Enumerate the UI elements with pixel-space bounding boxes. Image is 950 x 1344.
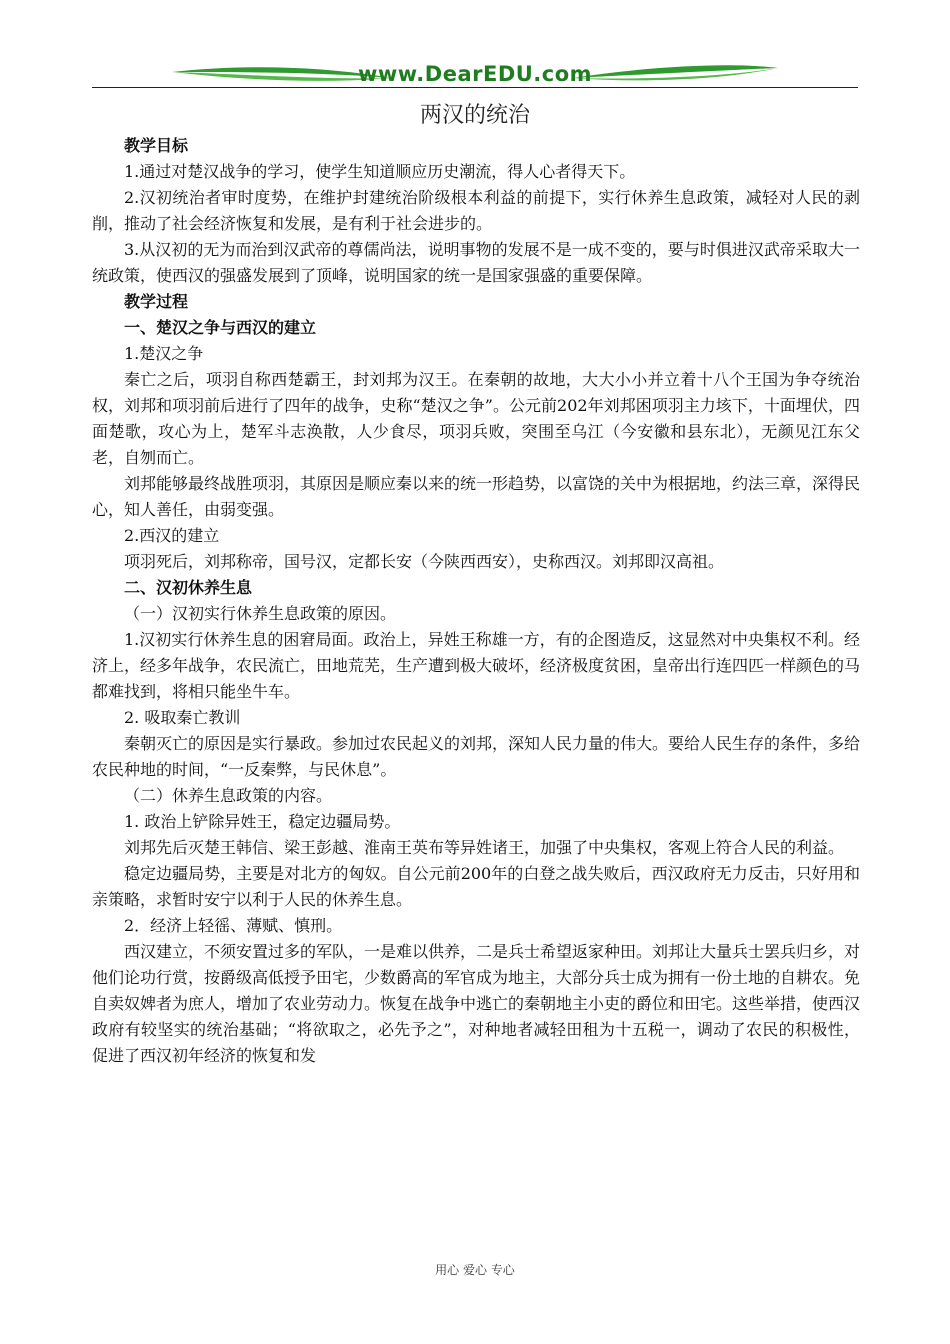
- document-body: [92, 133, 860, 1069]
- paragraph: 刘邦能够最终战胜项羽，其原因是顺应秦以来的统一形趋势，以富饶的关中为根据地，约法三章，深得民心，知人善任，由弱变强。: [92, 474, 861, 519]
- page-title: 两汉的统治: [419, 103, 530, 128]
- paragraph: 1. 政治上铲除异姓王，稳定边疆局势。: [124, 812, 401, 831]
- paragraph: 1.楚汉之争: [124, 344, 204, 363]
- paragraph: 1.汉初实行休养生息的困窘局面。政治上，异姓王称雄一方，有的企图造反，这显然对中央集权不利。经济上，经多年战争，农民流亡，田地荒芜，生产遭到极大破坏，经济极度贫困，皇帝出行连四匹一样颜色的马都难找到，将相只能坐牛车。: [92, 630, 861, 701]
- section-heading: 二、汉初休养生息: [124, 578, 253, 597]
- paragraph: 3.从汉初的无为而治到汉武帝的尊儒尚法，说明事物的发展不是一成不变的，要与时俱进汉武帝采取大一统政策，使西汉的强盛发展到了顶峰，说明国家的统一是国家强盛的重要保障。: [92, 240, 860, 285]
- section-heading: 教学过程: [124, 292, 189, 311]
- paragraph: 项羽死后，刘邦称帝，国号汉，定都长安（今陕西西安），史称西汉。刘邦即汉高祖。: [124, 552, 725, 571]
- paragraph: 2．经济上轻徭、薄赋、慎刑。: [124, 916, 343, 935]
- paragraph: （二）休养生息政策的内容。: [124, 786, 333, 805]
- paragraph: 2. 吸取秦亡教训: [124, 708, 241, 727]
- paragraph: 1.通过对楚汉战争的学习，使学生知道顺应历史潮流，得人心者得天下。: [124, 162, 636, 181]
- paragraph: 刘邦先后灭楚王韩信、梁王彭越、淮南王英布等异姓诸王，加强了中央集权，客观上符合人民的利益。: [124, 838, 845, 857]
- header-divider: [92, 87, 858, 88]
- section-heading: 教学目标: [124, 136, 189, 155]
- section-heading: 一、楚汉之争与西汉的建立: [124, 318, 317, 337]
- paragraph: 2.西汉的建立: [124, 526, 220, 545]
- paragraph: （一）汉初实行休养生息政策的原因。: [124, 604, 397, 623]
- paragraph: 秦亡之后，项羽自称西楚霸王，封刘邦为汉王。在秦朝的故地，大大小小并立着十八个王国为争夺统治权，刘邦和项羽前后进行了四年的战争，史称“楚汉之争”。公元前202年刘邦困项羽主力垓下，十面埋伏，四面楚歌，攻心为上，楚军斗志涣散，人少食尽，项羽兵败，突围至乌江（今安徽和县东北），无颜见江东父老，自刎而亡。: [92, 370, 860, 467]
- paragraph: 2.汉初统治者审时度势，在维护封建统治阶级根本利益的前提下，实行休养生息政策，减轻对人民的剥削，推动了社会经济恢复和发展，是有利于社会进步的。: [92, 188, 860, 233]
- paragraph: 秦朝灭亡的原因是实行暴政。参加过农民起义的刘邦，深知人民力量的伟大。要给人民生存的条件，多给农民种地的时间，“一反秦弊，与民休息”。: [92, 734, 861, 779]
- paragraph: 稳定边疆局势，主要是对北方的匈奴。自公元前200年的白登之战失败后，西汉政府无力反击，只好用和亲策略，求暂时安宁以利于人民的休养生息。: [92, 864, 860, 909]
- page-footer: 用心 爱心 专心: [435, 1263, 515, 1277]
- site-name: www.DearEDU.com: [357, 62, 593, 86]
- paragraph: 西汉建立，不须安置过多的军队，一是难以供养，二是兵士希望返家种田。刘邦让大量兵士罢兵归乡，对他们论功行赏，按爵级高低授予田宅，少数爵高的军官成为地主，大部分兵士成为拥有一份土地的自耕农。免自卖奴婢者为庶人，增加了农业劳动力。恢复在战争中逃亡的秦朝地主小吏的爵位和田宅。这些举措，使西汉政府有较坚实的统治基础；“将欲取之，必先予之”，对种地者减轻田租为十五税一，调动了农民的积极性，促进了西汉初年经济的恢复和发: [92, 942, 861, 1065]
